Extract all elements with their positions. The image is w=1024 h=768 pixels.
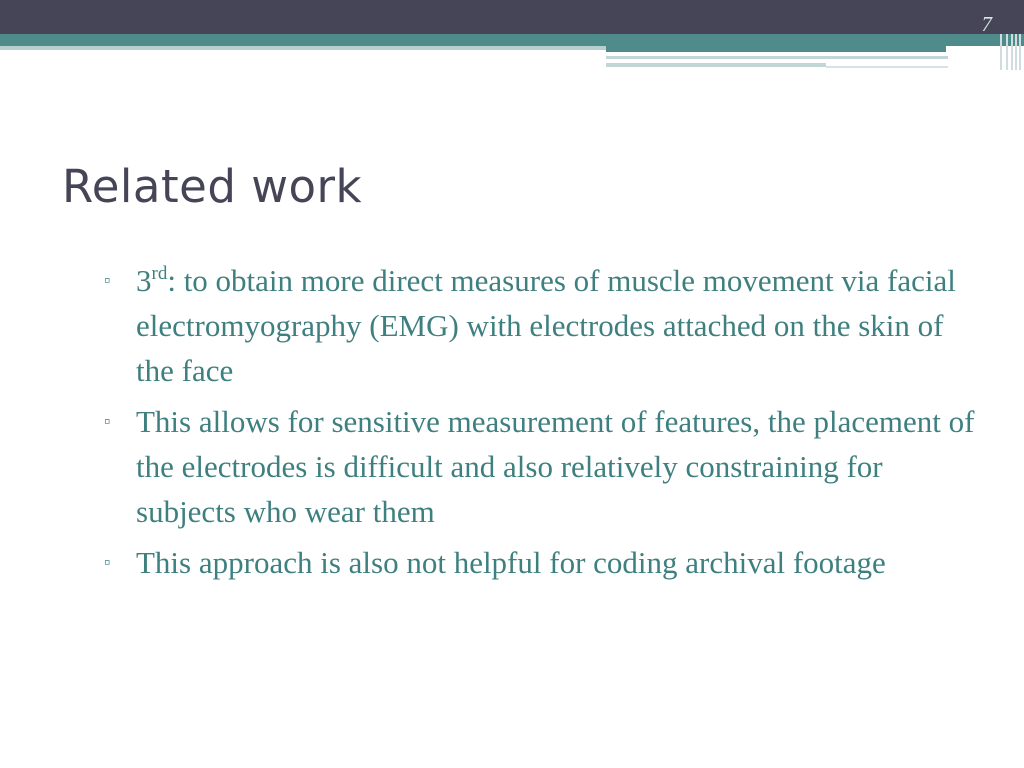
slide-title: Related work xyxy=(62,160,363,213)
decorative-rule xyxy=(826,66,948,68)
bullet-marker-icon: ▫ xyxy=(104,552,111,572)
bullet-superscript: rd xyxy=(151,263,168,284)
decorative-vertical-bar xyxy=(1011,34,1013,70)
header-teal-accent xyxy=(606,46,946,52)
decorative-rule xyxy=(606,56,948,59)
bullet-text: This allows for sensitive measurement of features, the placement of the electrodes is difficult and also relatively constraining for subjects who wear them xyxy=(136,404,975,529)
bullet-list xyxy=(104,258,984,591)
bullet-marker-icon: ▫ xyxy=(104,270,111,290)
decorative-vertical-bar xyxy=(1019,34,1021,70)
decorative-vertical-bar xyxy=(1015,34,1017,70)
decorative-vertical-bar xyxy=(1006,34,1008,70)
decorative-vertical-bar xyxy=(1000,34,1002,70)
bullet-text: This approach is also not helpful for coding archival footage xyxy=(136,545,886,580)
bullet-prefix: 3 xyxy=(136,263,152,298)
header-dark-band xyxy=(0,0,1024,34)
bullet-item xyxy=(104,258,984,393)
header-light-stripe xyxy=(0,46,606,50)
page-number: 7 xyxy=(981,12,992,36)
header-teal-band xyxy=(0,34,1024,46)
decorative-rule xyxy=(606,63,826,67)
bullet-item xyxy=(104,540,984,585)
bullet-marker-icon: ▫ xyxy=(104,411,111,431)
bullet-text: : to obtain more direct measures of muscle movement via facial electromyography (EMG) with electrodes attached on the skin of the face xyxy=(136,263,956,388)
bullet-item xyxy=(104,399,984,534)
decorative-vertical-bars xyxy=(978,34,1024,70)
